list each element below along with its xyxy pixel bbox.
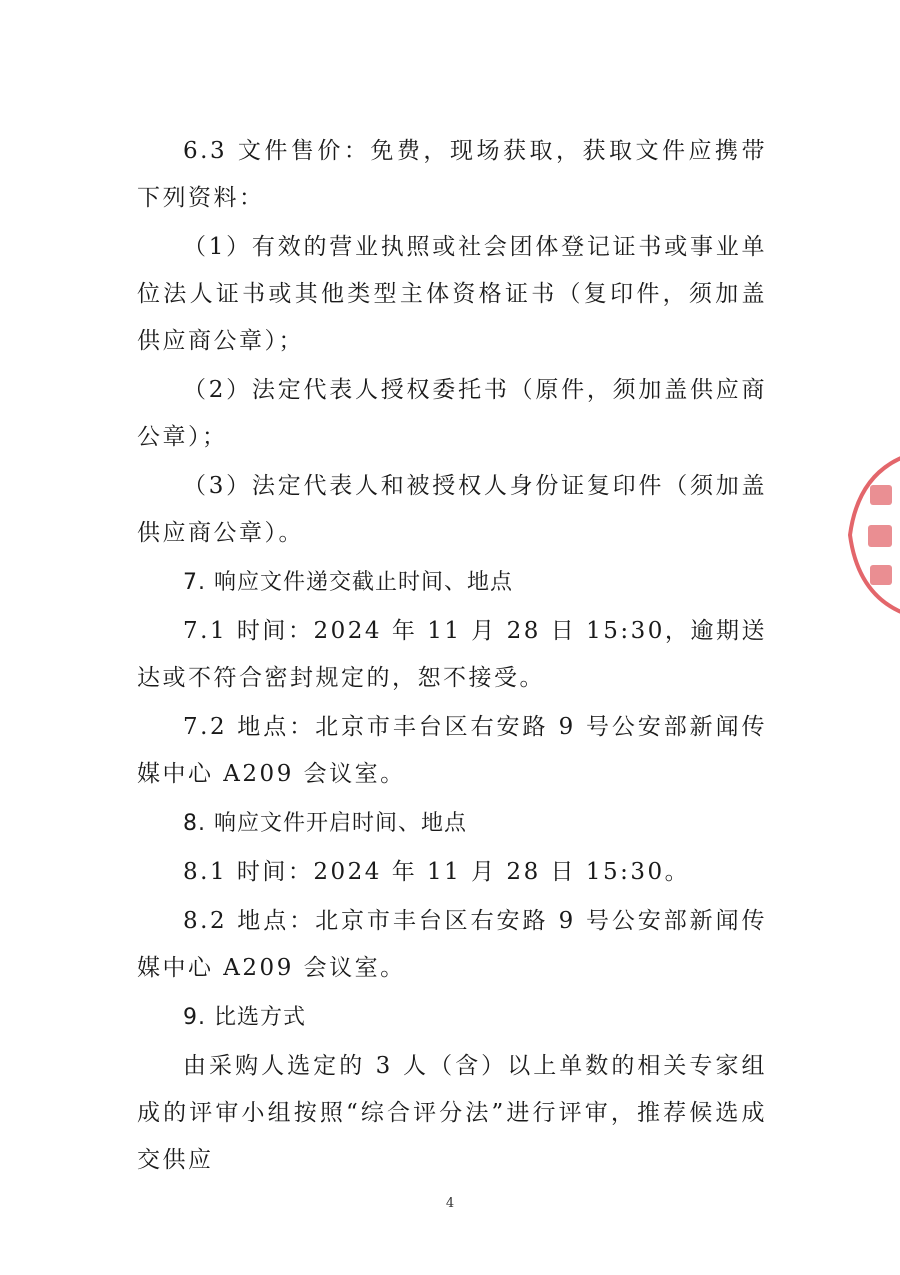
section-heading-9: 9. 比选方式 xyxy=(183,1005,306,1030)
partial-seal-stamp xyxy=(830,440,900,630)
paragraph-7-1: 7.1 时间：2024 年 11 月 28 日 15:30，逾期送达或不符合密封规定的，恕不接受。 xyxy=(137,618,767,691)
paragraph-9: 由采购人选定的 3 人（含）以上单数的相关专家组成的评审小组按照“综合评分法”进行评审，推荐候选成交供应 xyxy=(137,1053,767,1173)
paragraph-8-2: 8.2 地点：北京市丰台区右安路 9 号公安部新闻传媒中心 A209 会议室。 xyxy=(137,908,767,981)
paragraph-7-2: 7.2 地点：北京市丰台区右安路 9 号公安部新闻传媒中心 A209 会议室。 xyxy=(137,714,767,787)
paragraph-8-1: 8.1 时间：2024 年 11 月 28 日 15:30。 xyxy=(183,859,691,885)
section-heading-8: 8. 响应文件开启时间、地点 xyxy=(183,811,467,836)
document-body xyxy=(137,128,767,1184)
paragraph-item-2: （2）法定代表人授权委托书（原件，须加盖供应商公章）； xyxy=(137,377,767,450)
paragraph-item-1: （1）有效的营业执照或社会团体登记证书或事业单位法人证书或其他类型主体资格证书（复印件，须加盖供应商公章）； xyxy=(137,234,767,354)
section-heading-7: 7. 响应文件递交截止时间、地点 xyxy=(183,570,513,595)
paragraph-item-3: （3）法定代表人和被授权人身份证复印件（须加盖供应商公章）。 xyxy=(137,473,767,546)
page-number: 4 xyxy=(445,1196,455,1211)
paragraph-6-3: 6.3 文件售价：免费，现场获取，获取文件应携带下列资料： xyxy=(137,138,767,211)
